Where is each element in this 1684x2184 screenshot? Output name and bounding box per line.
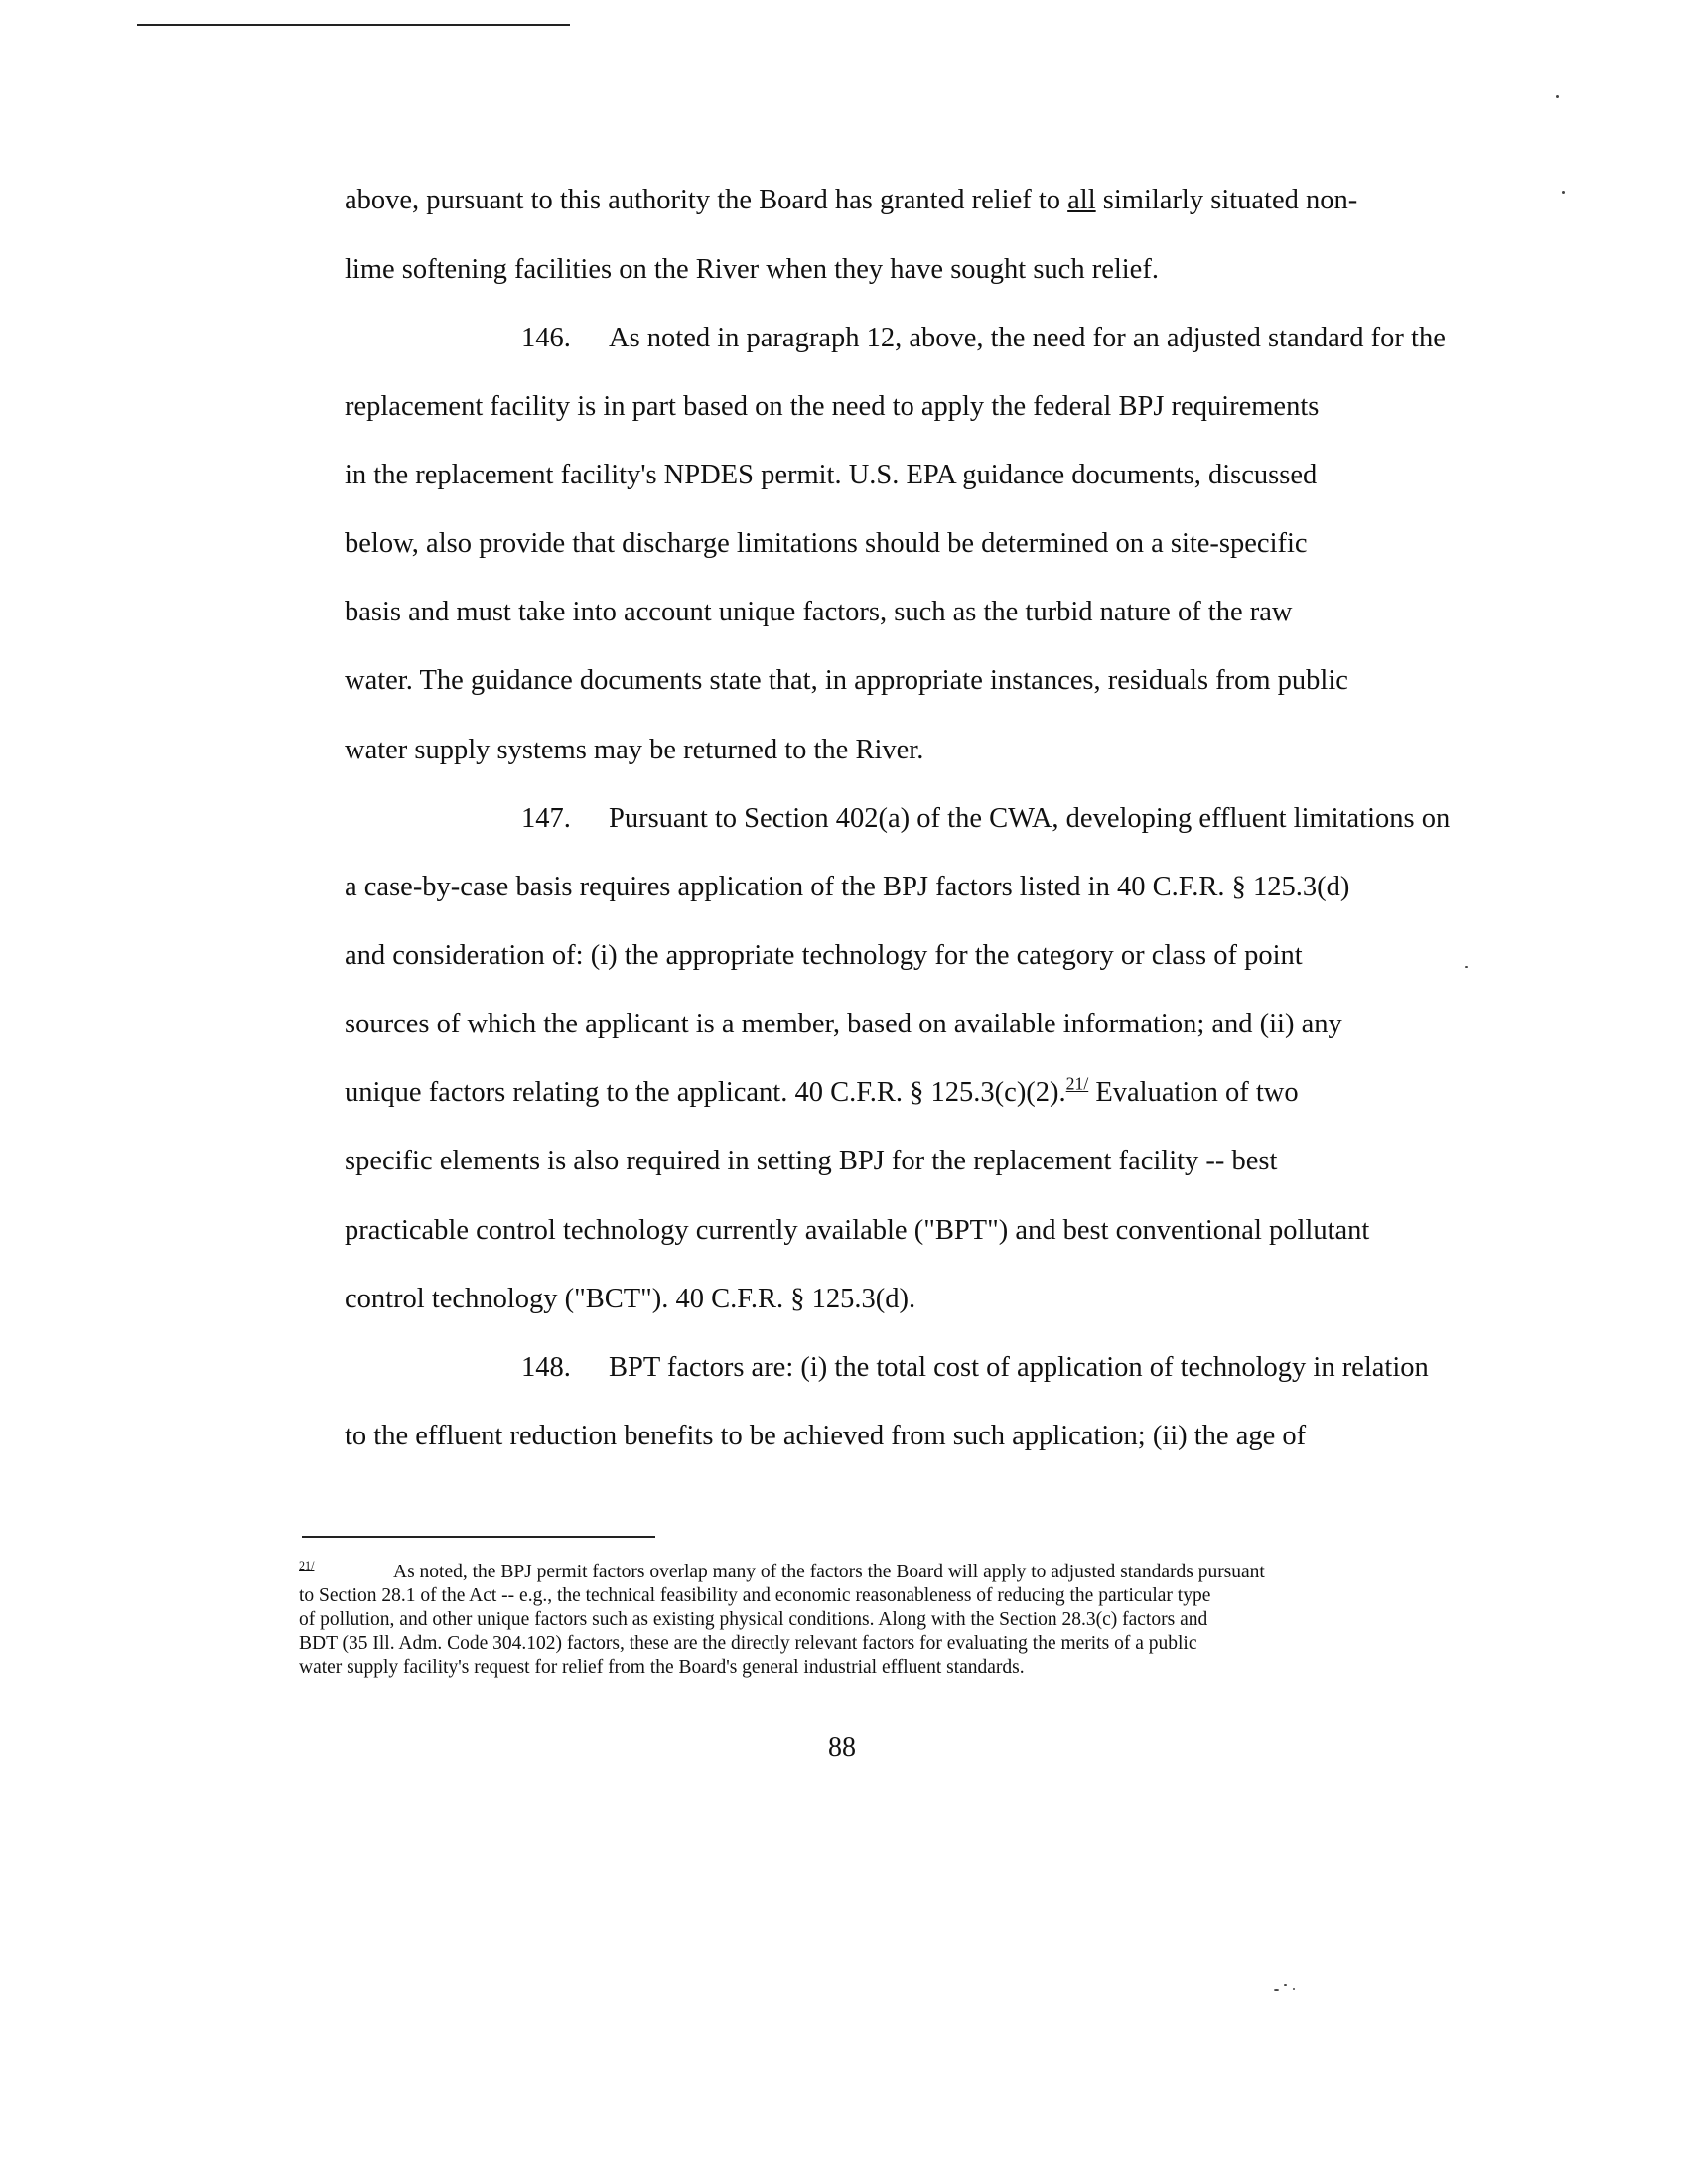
text-line: in the replacement facility's NPDES permit. U.S. EPA guidance documents, discussed xyxy=(345,460,1318,490)
footnote-marker: 21/ xyxy=(299,1559,315,1573)
footnote-reference: 21/ xyxy=(1065,1073,1089,1094)
scan-speck xyxy=(1562,191,1565,194)
paragraph-number: 148. xyxy=(521,1352,571,1383)
top-rule xyxy=(137,24,570,26)
footnote-line: BDT (35 Ill. Adm. Code 304.102) factors, these are the directly relevant factors for evaluating the merits of a public xyxy=(299,1633,1197,1654)
scan-speck xyxy=(1465,966,1468,968)
text-line: basis and must take into account unique factors, such as the turbid nature of the raw xyxy=(345,597,1293,627)
paragraph-start: 146. As noted in paragraph 12, above, the need for an adjusted standard for the xyxy=(521,323,1446,353)
text-line: to the effluent reduction benefits to be achieved from such application; (ii) the age of xyxy=(345,1421,1307,1451)
scan-speck xyxy=(1293,1988,1295,1990)
text-line: unique factors relating to the applicant. 40 C.F.R. § 125.3(c)(2).$^{21/}$ Evaluation of two xyxy=(345,1073,1299,1108)
footnote-line: to Section 28.1 of the Act -- e.g., the technical feasibility and economic reasonableness of reducing the particular type xyxy=(299,1585,1211,1606)
footnote-line: $^{21/}$ As noted, the BPJ permit factors overlap many of the factors the Board will apply to adjusted standards pursuant xyxy=(299,1559,1265,1582)
text-line: a case-by-case basis requires application of the BPJ factors listed in 40 C.F.R. § 125.3(d) xyxy=(345,872,1350,902)
emphasis-underline: all xyxy=(1067,185,1096,215)
paragraph-start: 147. Pursuant to Section 402(a) of the CWA, developing effluent limitations on xyxy=(521,803,1451,834)
text-line: replacement facility is in part based on the need to apply the federal BPJ requirements xyxy=(345,391,1320,422)
text-line: practicable control technology currently available ("BPT") and best conventional pollutant xyxy=(345,1215,1370,1246)
paragraph-start: 148. BPT factors are: (i) the total cost of application of technology in relation xyxy=(521,1352,1429,1383)
text-line: above, pursuant to this authority the Board has granted relief to all similarly situated non- xyxy=(345,185,1358,215)
scan-speck xyxy=(1284,1984,1287,1986)
footnote-separator xyxy=(302,1536,655,1538)
scan-speck xyxy=(1274,1989,1279,1991)
text-line: lime softening facilities on the River when they have sought such relief. xyxy=(345,254,1159,285)
footnote-line: of pollution, and other unique factors such as existing physical conditions. Along with the Section 28.3(c) factors and xyxy=(299,1609,1208,1630)
text-line: water. The guidance documents state that, in appropriate instances, residuals from public xyxy=(345,665,1348,696)
text-line: control technology ("BCT"). 40 C.F.R. § 125.3(d). xyxy=(345,1284,916,1314)
scan-speck xyxy=(1556,95,1559,98)
text-line: below, also provide that discharge limitations should be determined on a site-specific xyxy=(345,528,1308,559)
footnote-line: water supply facility's request for relief from the Board's general industrial effluent standards. xyxy=(299,1657,1025,1678)
paragraph-number: 147. xyxy=(521,803,571,834)
text-line: water supply systems may be returned to the River. xyxy=(345,735,924,765)
page-number: 88 xyxy=(828,1732,856,1763)
paragraph-number: 146. xyxy=(521,323,571,353)
text-line: and consideration of: (i) the appropriate technology for the category or class of point xyxy=(345,940,1303,971)
text-line: specific elements is also required in setting BPJ for the replacement facility -- best xyxy=(345,1146,1278,1176)
text-line: sources of which the applicant is a member, based on available information; and (ii) any xyxy=(345,1009,1342,1039)
